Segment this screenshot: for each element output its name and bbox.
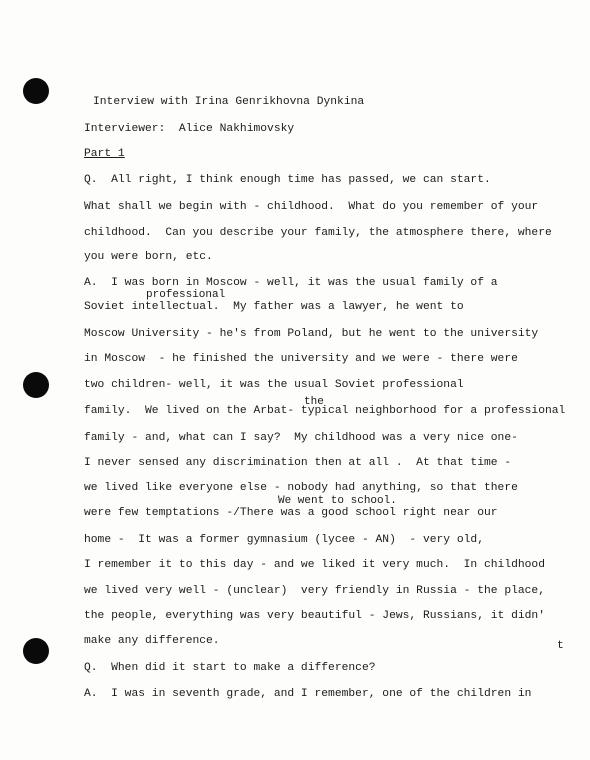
text-line: I never sensed any discrimination then at all . At that time -: [84, 457, 512, 469]
text-line: the people, everything was very beautiful - Jews, Russians, it didn': [84, 610, 545, 622]
text-line: childhood. Can you describe your family, the atmosphere there, where: [84, 227, 552, 239]
text-line: Moscow University - he's from Poland, but he went to the university: [84, 328, 539, 340]
typed-insertion: professional: [146, 289, 226, 301]
text-line: we lived very well - (unclear) very friendly in Russia - the place,: [84, 585, 545, 597]
punch-hole-bottom: [23, 638, 49, 664]
text-line: two children- well, it was the usual Soviet professional: [84, 379, 464, 391]
text-line: Q. All right, I think enough time has passed, we can start.: [84, 174, 491, 186]
interviewer-line: Interviewer: Alice Nakhimovsky: [84, 123, 295, 135]
text-line: you were born, etc.: [84, 251, 213, 263]
typed-insertion: We went to school.: [278, 495, 397, 507]
typed-insertion: the: [304, 396, 324, 408]
text-line: A. I was born in Moscow - well, it was the usual family of a: [84, 277, 498, 289]
text-line: were few temptations -/There was a good school right near our: [84, 507, 498, 519]
text-line: home - It was a former gymnasium (lycee - AN) - very old,: [84, 534, 484, 546]
text-line: family. We lived on the Arbat- typical neighborhood for a professional: [84, 405, 566, 417]
text-line: in Moscow - he finished the university and we were - there were: [84, 353, 518, 365]
punch-hole-middle: [23, 372, 49, 398]
text-line: family - and, what can I say? My childhood was a very nice one-: [84, 432, 518, 444]
text-line: Soviet intellectual. My father was a lawyer, he went to: [84, 301, 464, 313]
document-title: Interview with Irina Genrikhovna Dynkina: [93, 96, 365, 108]
part-heading: Part 1: [84, 148, 125, 160]
text-line: Q. When did it start to make a difference?: [84, 662, 376, 674]
text-line: we lived like everyone else - nobody had anything, so that there: [84, 482, 518, 494]
text-line: What shall we begin with - childhood. What do you remember of your: [84, 201, 539, 213]
text-line: A. I was in seventh grade, and I remember, one of the children in: [84, 688, 532, 700]
margin-mark: t: [557, 640, 564, 652]
text-line: make any difference.: [84, 635, 220, 647]
text-line: I remember it to this day - and we liked it very much. In childhood: [84, 559, 545, 571]
punch-hole-top: [23, 78, 49, 104]
